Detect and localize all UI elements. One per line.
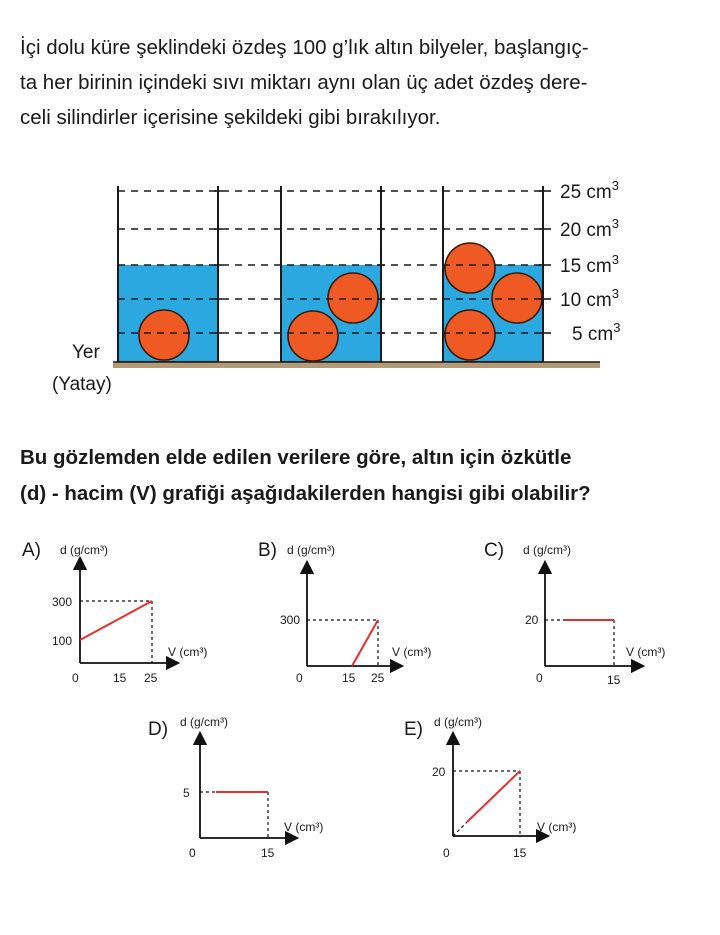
y-axis-label: d (g/cm³) <box>60 543 108 557</box>
x-tick-label: 25 <box>144 671 158 685</box>
y-tick-label: 300 <box>280 613 301 627</box>
data-line <box>467 771 520 822</box>
origin-label: 0 <box>189 846 196 860</box>
gold-ball <box>492 273 542 323</box>
scale-mark-15: 15 $cm^3$ <box>560 252 619 277</box>
option-c-graph[interactable] <box>484 540 665 687</box>
x-tick-label: 15 <box>513 846 527 860</box>
ground-label: Yer <box>72 342 100 363</box>
question-line: ta her birinin içindeki sıvı miktarı aynı olan üç adet özdeş dere- <box>20 71 588 94</box>
y-tick-label: 5 <box>183 786 190 800</box>
option-letter: A) <box>22 540 41 561</box>
prompt-line: (d) - hacim (V) grafiği aşağıdakilerden hangisi gibi olabilir? <box>20 482 591 505</box>
question-line: İçi dolu küre şeklindeki özdeş 100 g’lık altın bilyeler, başlangıç- <box>20 36 589 59</box>
x-axis-label: V (cm³) <box>537 820 577 834</box>
x-axis-label: V (cm³) <box>392 645 432 659</box>
x-axis-label: V (cm³) <box>284 820 324 834</box>
origin-label: 0 <box>536 671 543 685</box>
gold-ball <box>445 243 495 293</box>
option-a-graph[interactable] <box>22 540 207 685</box>
x-tick-label: 15 <box>113 671 127 685</box>
cylinder-figure <box>52 178 620 395</box>
option-d-graph[interactable] <box>148 715 323 860</box>
y-axis-label: d (g/cm³) <box>434 715 482 729</box>
scale-mark-20: 20 $cm^3$ <box>560 216 619 241</box>
y-tick-label: 100 <box>52 634 73 648</box>
gold-ball <box>288 311 338 361</box>
option-e-graph[interactable] <box>404 715 576 860</box>
option-letter: D) <box>148 719 169 740</box>
origin-label: 0 <box>443 846 450 860</box>
x-tick-label: 15 <box>261 846 275 860</box>
y-axis-label: d (g/cm³) <box>287 543 335 557</box>
scale-mark-25: 25 $cm^3$ <box>560 178 619 203</box>
x-tick-label: 15 <box>342 671 356 685</box>
option-b-graph[interactable] <box>258 540 431 685</box>
horizontal-label: (Yatay) <box>52 374 112 395</box>
y-tick-label: 20 <box>432 765 446 779</box>
prompt-line: Bu gözlemden elde edilen verilere göre, altın için özkütle <box>20 446 572 469</box>
x-tick-label: 25 <box>371 671 385 685</box>
data-line <box>352 620 378 666</box>
y-axis-label: d (g/cm³) <box>523 543 571 557</box>
origin-label: 0 <box>72 671 79 685</box>
origin-label: 0 <box>296 671 303 685</box>
option-letter: C) <box>484 540 505 561</box>
data-line <box>80 601 152 640</box>
option-letter: E) <box>404 719 423 740</box>
y-tick-label: 300 <box>52 595 73 609</box>
option-letter: B) <box>258 540 277 561</box>
gold-ball <box>139 310 189 360</box>
x-tick-label: 15 <box>607 673 621 687</box>
gold-ball <box>328 273 378 323</box>
x-axis-label: V (cm³) <box>168 645 208 659</box>
scale-mark-10: 10 $cm^3$ <box>560 286 619 311</box>
scale-mark-5: 5 $cm^3$ <box>572 320 621 345</box>
ground <box>113 362 600 368</box>
gold-ball <box>445 310 495 360</box>
question-line: celi silindirler içerisine şekildeki gibi bırakılıyor. <box>20 106 441 129</box>
y-axis-label: d (g/cm³) <box>180 715 228 729</box>
y-tick-label: 20 <box>525 613 539 627</box>
x-axis-label: V (cm³) <box>626 645 666 659</box>
